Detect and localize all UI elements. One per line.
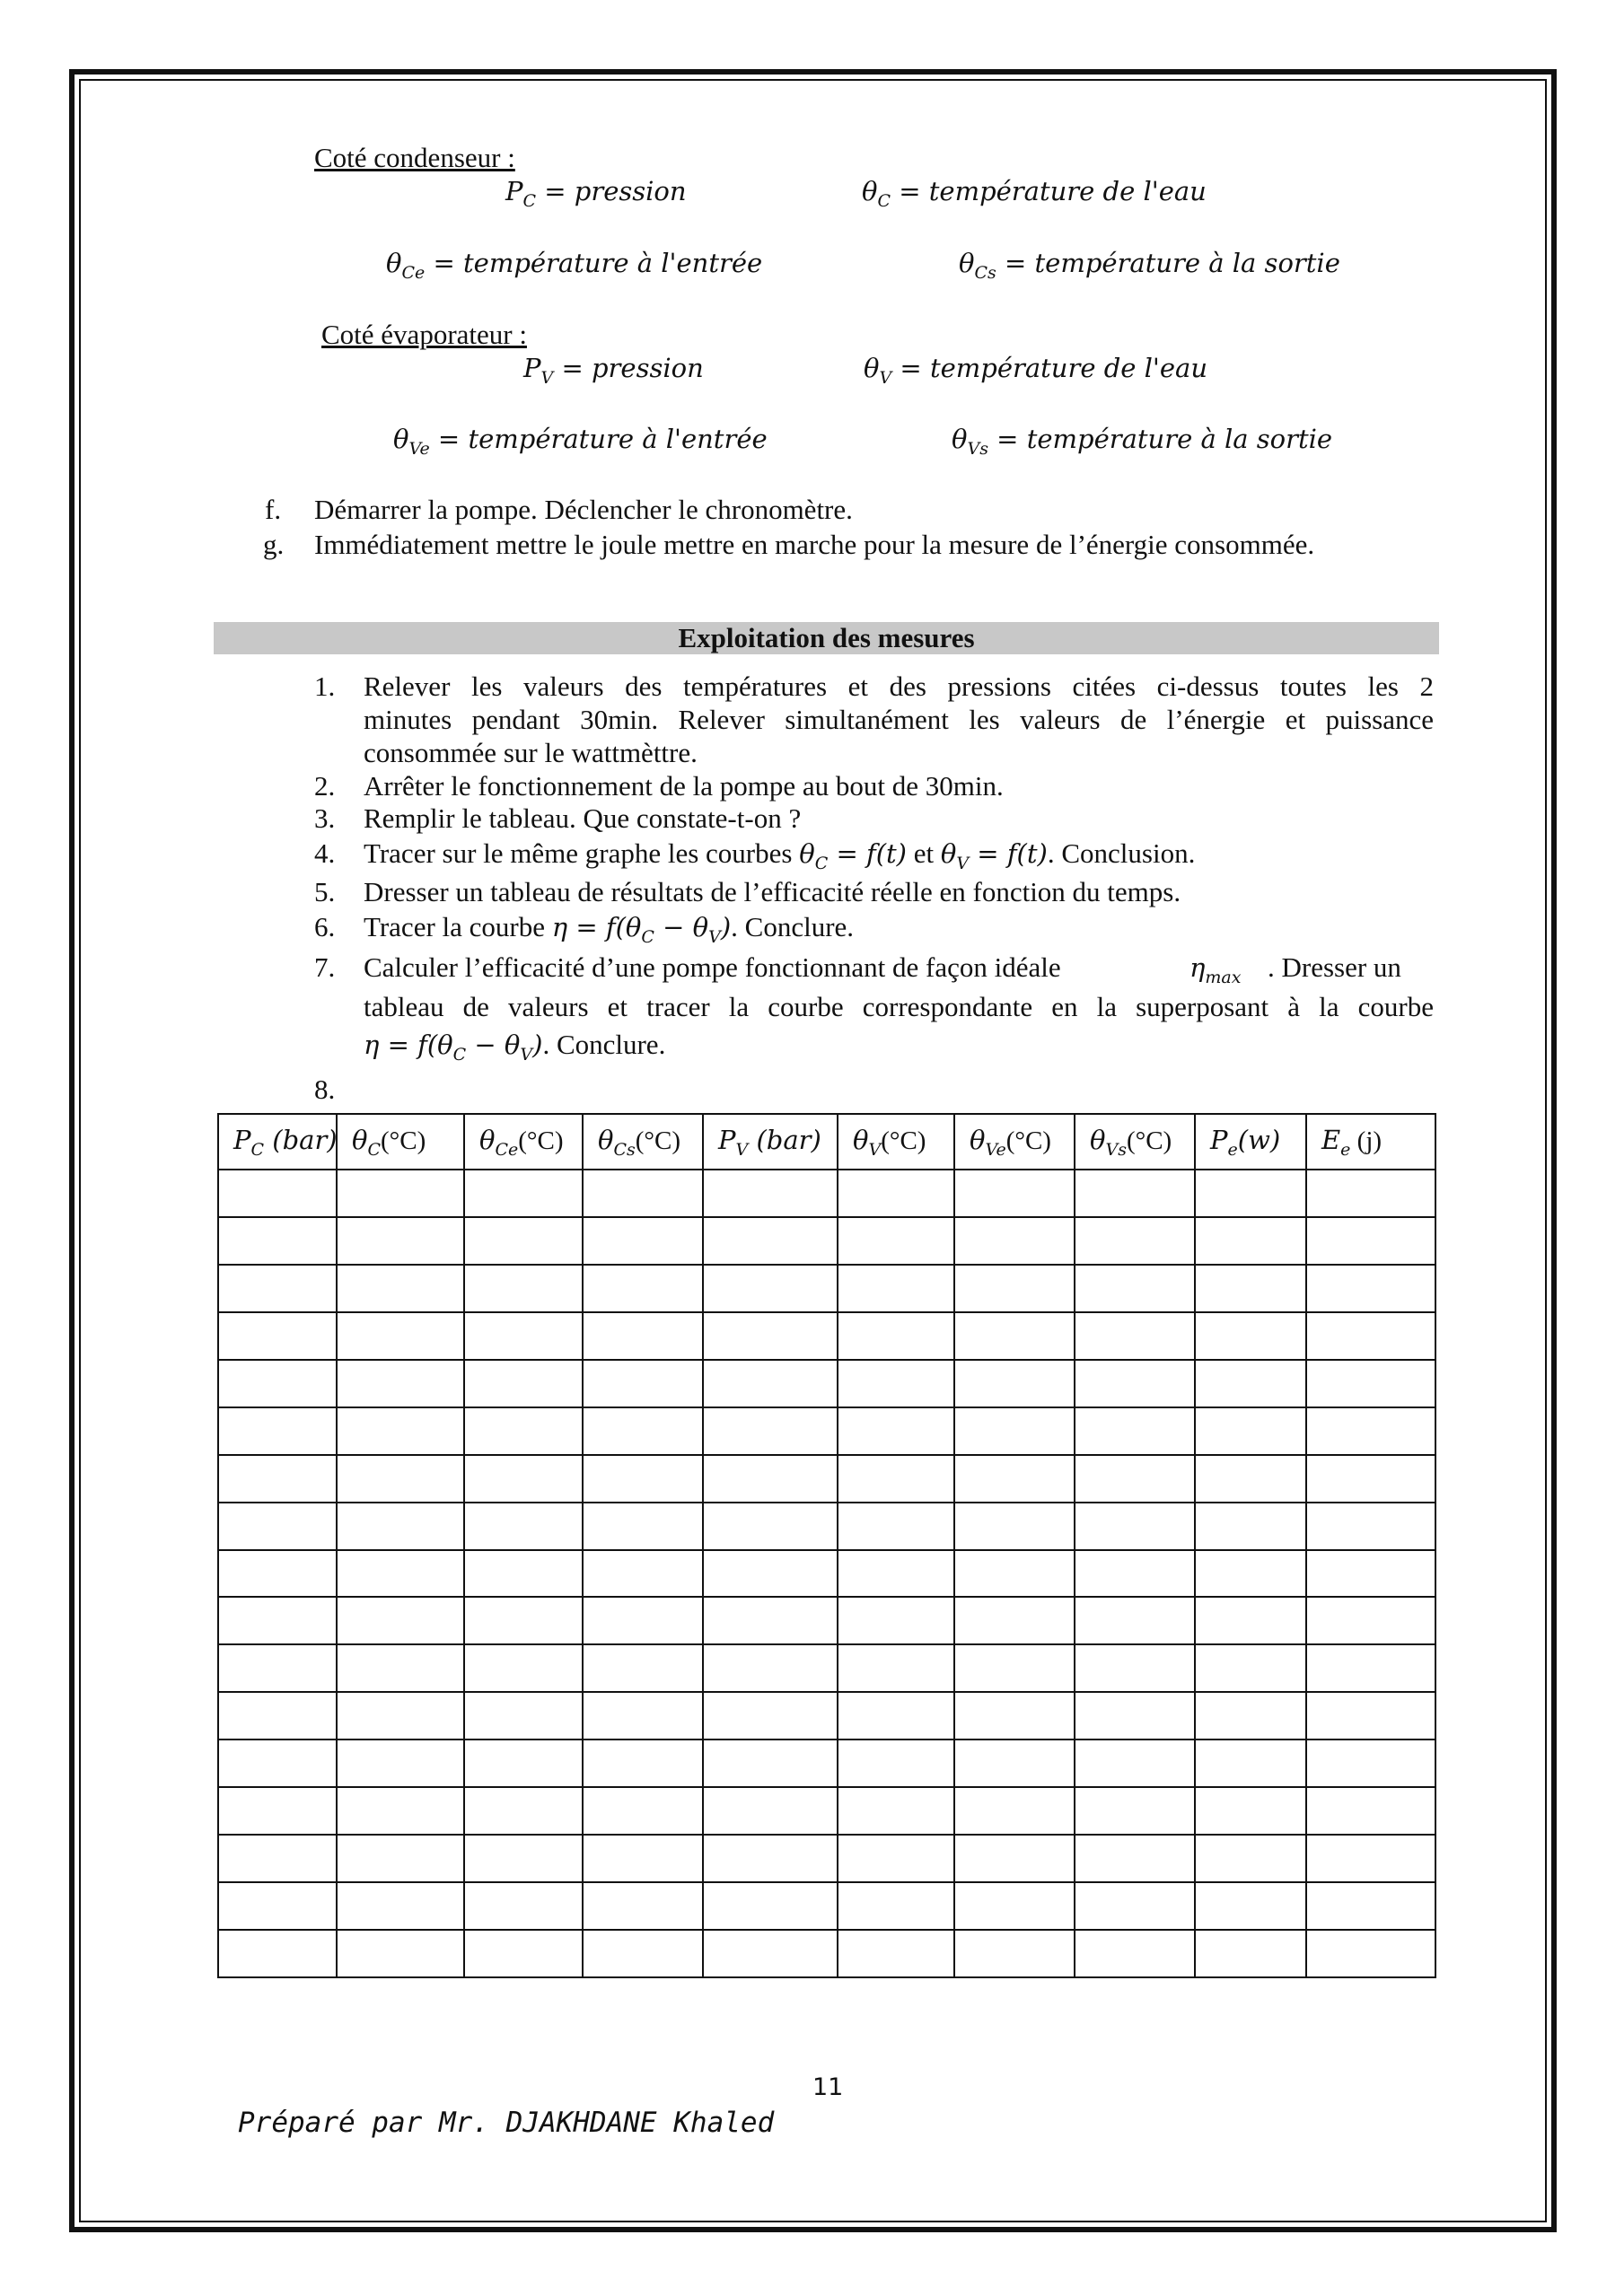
table-cell [337,1407,464,1455]
table-cell [703,1882,838,1930]
table-cell [218,1503,337,1550]
table-cell [838,1740,954,1787]
table-cell [1195,1882,1306,1930]
evaporateur-outlet-temp-def: $\theta_{Vs}$ = température à la sortie [952,424,1333,459]
table-cell [1306,1503,1435,1550]
table-cell [1306,1550,1435,1598]
table-cell [1306,1740,1435,1787]
table-cell [838,1170,954,1217]
table-cell [703,1550,838,1598]
table-cell [337,1217,464,1265]
table-cell [337,1787,464,1835]
table-cell [838,1930,954,1977]
table-cell [464,1787,583,1835]
table-cell [1306,1930,1435,1977]
table-cell [838,1265,954,1312]
table-cell [1306,1217,1435,1265]
table-cell [954,1503,1075,1550]
table-cell [583,1597,703,1644]
table-cell [218,1597,337,1644]
condenseur-inlet-temp-def: $\theta_{Ce}$ = température à l'entrée [386,248,763,283]
step-f-marker: f. [265,494,282,525]
table-header-cell: $\theta_{Ve}(^\circ C)$ [954,1114,1075,1170]
table-header-cell: $\theta_{Ce}(^\circ C)$ [464,1114,583,1170]
table-cell [954,1930,1075,1977]
table-cell [1195,1550,1306,1598]
table-cell [464,1644,583,1692]
table-cell [218,1692,337,1740]
condenseur-water-temp-def: $\theta_C$ = température de l'eau [862,176,1207,211]
table-cell [1075,1455,1195,1503]
table-cell [1306,1265,1435,1312]
table-cell [838,1407,954,1455]
table-row [218,1930,1435,1977]
table-cell [337,1740,464,1787]
table-cell [218,1882,337,1930]
table-cell [703,1787,838,1835]
table-cell [703,1312,838,1360]
item-2-number: 2. [314,770,336,802]
table-cell [1075,1930,1195,1977]
section-title: Exploitation des mesures [678,622,975,653]
table-row [218,1882,1435,1930]
table-cell [218,1170,337,1217]
item-4-number: 4. [314,837,336,869]
table-cell [218,1407,337,1455]
table-cell [1195,1644,1306,1692]
table-cell [1195,1597,1306,1644]
step-g-text: Immédiatement mettre le joule mettre en marche pour la mesure de l’énergie consommée. [314,529,1315,560]
table-cell [838,1503,954,1550]
table-cell [1075,1597,1195,1644]
table-cell [954,1360,1075,1407]
table-row [218,1644,1435,1692]
table-cell [1075,1644,1195,1692]
condenseur-outlet-temp-def: $\theta_{Cs}$ = température à la sortie [959,248,1340,283]
table-cell [954,1550,1075,1598]
table-cell [703,1170,838,1217]
table-cell [218,1740,337,1787]
table-cell [464,1692,583,1740]
table-row [218,1455,1435,1503]
table-row [218,1265,1435,1312]
table-cell [464,1265,583,1312]
item-1-number: 1. [314,670,336,702]
table-cell [1075,1265,1195,1312]
item-3-number: 3. [314,802,336,834]
table-cell [1195,1217,1306,1265]
table-cell [1075,1550,1195,1598]
table-cell [703,1930,838,1977]
table-cell [703,1740,838,1787]
table-cell [838,1312,954,1360]
item-3-text: Remplir le tableau. Que constate-t-on ? [364,802,802,834]
table-cell [583,1503,703,1550]
table-cell [1075,1882,1195,1930]
item-7-number: 7. [314,951,336,983]
table-cell [703,1407,838,1455]
item-7-line-2: tableau de valeurs et tracer la courbe correspondante en la superposant à la courbe [364,991,1434,1022]
table-cell [1075,1170,1195,1217]
condenseur-heading: Coté condenseur : [314,142,515,173]
table-cell [337,1882,464,1930]
item-6-text: Tracer la courbe $\eta = f(\theta_C - \theta_V)$. Conclure. [364,911,855,947]
table-cell [1195,1835,1306,1882]
item-7-line-1-end: . Dresser un [1268,951,1401,983]
table-cell [583,1407,703,1455]
item-1-line-2: minutes pendant 30min. Relever simultanément les valeurs de l’énergie et puissance [364,704,1434,735]
table-cell [954,1312,1075,1360]
table-cell [1306,1882,1435,1930]
table-cell [583,1170,703,1217]
table-cell [954,1644,1075,1692]
table-cell [703,1265,838,1312]
table-cell [954,1455,1075,1503]
table-cell [583,1455,703,1503]
table-row [218,1407,1435,1455]
table-cell [218,1644,337,1692]
table-cell [703,1835,838,1882]
table-cell [337,1930,464,1977]
table-cell [1306,1692,1435,1740]
table-cell [838,1692,954,1740]
table-cell [1075,1360,1195,1407]
item-4-text: Tracer sur le même graphe les courbes $\theta_C = f(t)$ et $\theta_V = f(t)$. Conclusion. [364,837,1196,873]
table-cell [1306,1360,1435,1407]
table-cell [703,1644,838,1692]
table-cell [464,1740,583,1787]
table-cell [703,1692,838,1740]
table-cell [703,1360,838,1407]
table-cell [337,1692,464,1740]
table-cell [1195,1740,1306,1787]
table-header-cell: $\theta_C(^\circ C)$ [337,1114,464,1170]
evaporateur-pressure-def: $P_V$ = pression [523,353,704,388]
table-cell [954,1882,1075,1930]
table-cell [464,1503,583,1550]
table-cell [583,1550,703,1598]
table-cell [1306,1787,1435,1835]
table-cell [464,1312,583,1360]
table-cell [337,1312,464,1360]
table-cell [1075,1312,1195,1360]
step-f-text: Démarrer la pompe. Déclencher le chronomètre. [314,494,853,525]
table-cell [954,1217,1075,1265]
table-cell [218,1835,337,1882]
table-cell [1195,1360,1306,1407]
table-row [218,1503,1435,1550]
table-cell [337,1360,464,1407]
table-cell [464,1455,583,1503]
table-header-cell: $\theta_{Cs}(^\circ C)$ [583,1114,703,1170]
table-cell [1075,1217,1195,1265]
table-cell [1195,1312,1306,1360]
table-cell [464,1597,583,1644]
table-cell [1195,1503,1306,1550]
table-cell [464,1835,583,1882]
table-cell [1306,1835,1435,1882]
table-cell [1195,1692,1306,1740]
table-cell [838,1455,954,1503]
table-cell [703,1597,838,1644]
table-cell [703,1217,838,1265]
table-cell [838,1360,954,1407]
table-cell [838,1597,954,1644]
item-7-line-3: $\eta = f(\theta_C - \theta_V)$. Conclure. [364,1029,666,1065]
table-row [218,1312,1435,1360]
table-cell [1306,1170,1435,1217]
table-row [218,1692,1435,1740]
evaporateur-inlet-temp-def: $\theta_{Ve}$ = température à l'entrée [393,424,768,459]
table-cell [954,1597,1075,1644]
table-row [218,1217,1435,1265]
table-cell [464,1550,583,1598]
table-cell [1306,1644,1435,1692]
table-cell [337,1503,464,1550]
table-cell [838,1217,954,1265]
table-cell [337,1644,464,1692]
table-cell [1195,1455,1306,1503]
table-cell [464,1930,583,1977]
table-cell [1306,1597,1435,1644]
table-cell [954,1265,1075,1312]
table-cell [218,1360,337,1407]
table-cell [1195,1930,1306,1977]
item-8-number: 8. [314,1074,336,1105]
table-cell [703,1455,838,1503]
table-cell [1075,1692,1195,1740]
step-g-marker: g. [263,529,285,560]
table-cell [337,1170,464,1217]
table-cell [337,1597,464,1644]
item-1-line-3: consommée sur le wattmèttre. [364,737,698,768]
table-cell [1075,1407,1195,1455]
table-cell [464,1360,583,1407]
table-cell [337,1835,464,1882]
table-header-cell: $E_e$ (j) [1306,1114,1435,1170]
table-header-cell: $P_V$ (bar) [703,1114,838,1170]
page-number: 11 [812,2073,844,2101]
table-cell [583,1740,703,1787]
table-cell [337,1265,464,1312]
table-cell [583,1835,703,1882]
table-cell [218,1312,337,1360]
table-header-cell: $P_C$ (bar) [218,1114,337,1170]
table-cell [1075,1740,1195,1787]
table-row [218,1360,1435,1407]
table-row [218,1597,1435,1644]
table-cell [703,1503,838,1550]
table-cell [218,1787,337,1835]
table-cell [583,1360,703,1407]
table-cell [337,1550,464,1598]
table-row [218,1740,1435,1787]
footer-author: Préparé par Mr. DJAKHDANE Khaled [238,2107,775,2139]
table-cell [954,1835,1075,1882]
item-7-eta-max: $\eta_{max}$ [1189,952,1242,987]
table-cell [464,1882,583,1930]
table-cell [838,1835,954,1882]
table-header-cell: $\theta_V(^\circ C)$ [838,1114,954,1170]
table-row [218,1170,1435,1217]
table-header-cell: $\theta_{Vs}(^\circ C)$ [1075,1114,1195,1170]
table-cell [1195,1265,1306,1312]
item-1-line-1: Relever les valeurs des températures et des pressions citées ci-dessus toutes les 2 [364,670,1434,702]
table-cell [1306,1455,1435,1503]
table-cell [954,1407,1075,1455]
table-cell [464,1170,583,1217]
table-cell [218,1217,337,1265]
condenseur-pressure-def: $P_C$ = pression [505,176,687,211]
table-cell [1075,1503,1195,1550]
table-cell [464,1217,583,1265]
table-cell [838,1644,954,1692]
evaporateur-heading: Coté évaporateur : [321,319,527,350]
table-row [218,1787,1435,1835]
table-cell [954,1692,1075,1740]
table-cell [1075,1835,1195,1882]
table-cell [337,1455,464,1503]
table-cell [838,1787,954,1835]
measurements-table [217,1113,1436,1978]
table-cell [838,1550,954,1598]
table-cell [583,1787,703,1835]
table-cell [583,1882,703,1930]
evaporateur-water-temp-def: $\theta_V$ = température de l'eau [864,353,1208,388]
table-cell [1195,1787,1306,1835]
table-header-row [218,1114,1435,1170]
item-5-number: 5. [314,876,336,907]
item-2-text: Arrêter le fonctionnement de la pompe au bout de 30min. [364,770,1004,802]
table-cell [1195,1170,1306,1217]
table-cell [583,1930,703,1977]
table-row [218,1835,1435,1882]
table-cell [583,1217,703,1265]
table-cell [218,1930,337,1977]
table-cell [583,1265,703,1312]
table-cell [464,1407,583,1455]
table-cell [1306,1407,1435,1455]
table-cell [218,1550,337,1598]
table-cell [954,1740,1075,1787]
item-6-number: 6. [314,911,336,942]
table-cell [583,1692,703,1740]
table-cell [954,1787,1075,1835]
table-row [218,1550,1435,1598]
table-cell [954,1170,1075,1217]
table-cell [1306,1312,1435,1360]
table-cell [1195,1407,1306,1455]
table-cell [838,1882,954,1930]
item-5-text: Dresser un tableau de résultats de l’efficacité réelle en fonction du temps. [364,876,1181,907]
table-cell [218,1455,337,1503]
table-header-cell: $P_e(w)$ [1195,1114,1306,1170]
table-cell [583,1312,703,1360]
item-7-line-1: Calculer l’efficacité d’une pompe fonctionnant de façon idéale [364,951,1061,983]
table-cell [583,1644,703,1692]
table-cell [218,1265,337,1312]
table-cell [1075,1787,1195,1835]
